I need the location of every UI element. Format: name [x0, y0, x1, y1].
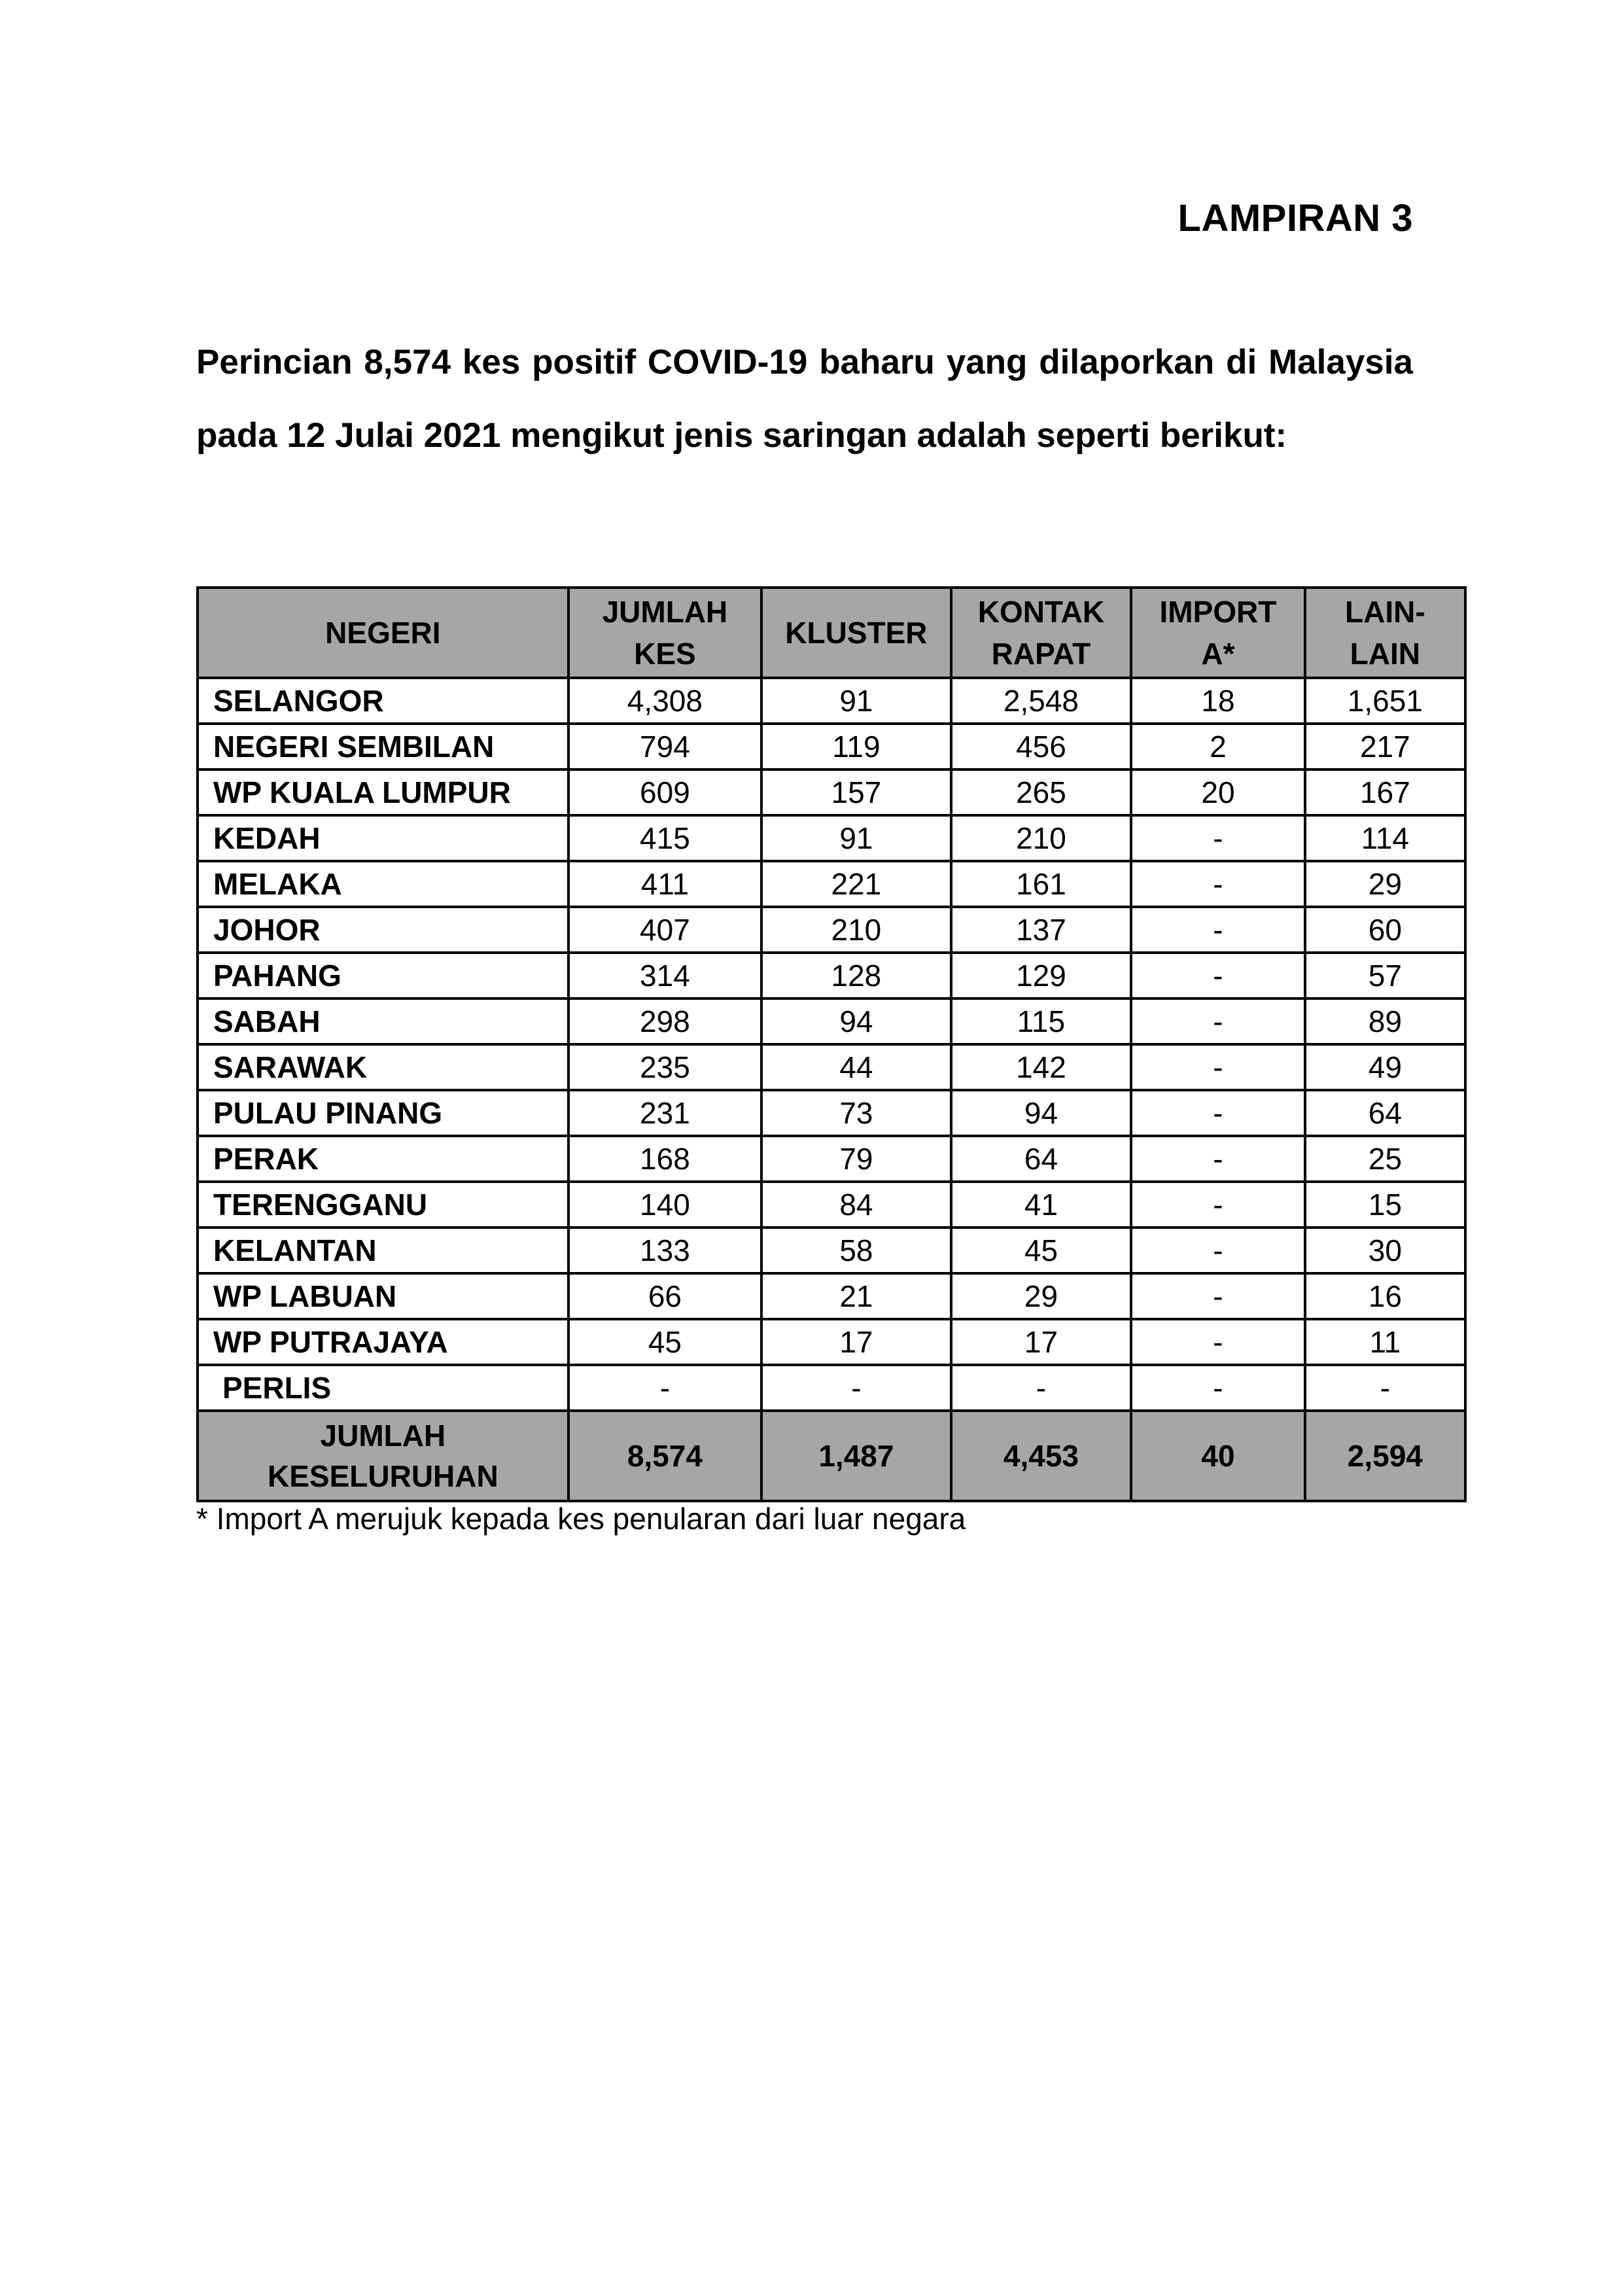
header-kontak-rapat [951, 588, 1132, 678]
cell-import: - [1131, 907, 1304, 953]
cell-kluster: 221 [761, 861, 951, 907]
table-row [198, 1365, 1465, 1411]
total-label-line2: KESELURUHAN [268, 1459, 498, 1493]
cell-kontak: 17 [951, 1319, 1132, 1365]
cell-jumlah: 133 [568, 1227, 761, 1273]
table-row [198, 815, 1465, 861]
cell-kontak: 45 [951, 1227, 1132, 1273]
total-kontak: 4,453 [951, 1411, 1132, 1501]
cases-table [196, 586, 1467, 1502]
cell-import: - [1131, 1319, 1304, 1365]
table-row [198, 1182, 1465, 1227]
cell-negeri: WP KUALA LUMPUR [198, 769, 568, 815]
table-row [198, 861, 1465, 907]
header-lain-lain-line2: LAIN [1350, 637, 1420, 671]
cell-negeri: PAHANG [198, 953, 568, 998]
cell-kontak: 161 [951, 861, 1132, 907]
header-lain-lain [1305, 588, 1465, 678]
cell-kontak: 115 [951, 998, 1132, 1044]
header-jumlah-kes [568, 588, 761, 678]
table-header-row [198, 588, 1465, 678]
cell-import: - [1131, 1044, 1304, 1090]
cell-kluster: 157 [761, 769, 951, 815]
cell-jumlah: 66 [568, 1273, 761, 1319]
cell-kontak: 64 [951, 1136, 1132, 1182]
cell-kontak: 94 [951, 1090, 1132, 1136]
cell-import: 2 [1131, 724, 1304, 769]
cell-kluster: 17 [761, 1319, 951, 1365]
cell-kluster: 119 [761, 724, 951, 769]
cell-lain: 64 [1305, 1090, 1465, 1136]
header-negeri [198, 588, 568, 678]
cell-kluster: 21 [761, 1273, 951, 1319]
cell-kluster: 91 [761, 678, 951, 724]
table-row [198, 1319, 1465, 1365]
cell-lain: 60 [1305, 907, 1465, 953]
table-row [198, 1273, 1465, 1319]
cell-negeri: KELANTAN [198, 1227, 568, 1273]
header-negeri-label: NEGERI [325, 616, 441, 650]
header-lain-lain-line1: LAIN- [1345, 595, 1425, 629]
table-row [198, 1044, 1465, 1090]
header-kontak-rapat-line1: KONTAK [977, 595, 1105, 629]
header-kontak-rapat-line2: RAPAT [991, 637, 1091, 671]
cell-kluster: 91 [761, 815, 951, 861]
cell-kluster: 44 [761, 1044, 951, 1090]
cell-import: - [1131, 1136, 1304, 1182]
cell-jumlah: 407 [568, 907, 761, 953]
cell-kontak: - [951, 1365, 1132, 1411]
appendix-label: LAMPIRAN 3 [1178, 197, 1413, 239]
cell-import: - [1131, 1273, 1304, 1319]
cell-kluster: 79 [761, 1136, 951, 1182]
cell-lain: 16 [1305, 1273, 1465, 1319]
cell-lain: 25 [1305, 1136, 1465, 1182]
total-lain: 2,594 [1305, 1411, 1465, 1501]
cell-jumlah: 4,308 [568, 678, 761, 724]
table-row [198, 1136, 1465, 1182]
cell-import: - [1131, 1227, 1304, 1273]
cell-lain: 1,651 [1305, 678, 1465, 724]
header-import-a [1131, 588, 1304, 678]
cell-kontak: 210 [951, 815, 1132, 861]
cell-negeri: PERLIS [198, 1365, 568, 1411]
cell-lain: - [1305, 1365, 1465, 1411]
cell-import: - [1131, 1365, 1304, 1411]
cell-import: 18 [1131, 678, 1304, 724]
table-row [198, 998, 1465, 1044]
footnote: * Import A merujuk kepada kes penularan dari luar negara [196, 1502, 966, 1536]
cell-import: 20 [1131, 769, 1304, 815]
table-total-row [198, 1411, 1465, 1501]
cell-negeri: NEGERI SEMBILAN [198, 724, 568, 769]
cell-negeri: MELAKA [198, 861, 568, 907]
header-import-a-line1: IMPORT [1159, 595, 1277, 629]
cell-lain: 30 [1305, 1227, 1465, 1273]
cell-jumlah: 140 [568, 1182, 761, 1227]
table-row [198, 769, 1465, 815]
cell-kontak: 137 [951, 907, 1132, 953]
cell-import: - [1131, 1090, 1304, 1136]
total-kluster: 1,487 [761, 1411, 951, 1501]
cell-import: - [1131, 953, 1304, 998]
header-kluster [761, 588, 951, 678]
cell-lain: 29 [1305, 861, 1465, 907]
cell-lain: 57 [1305, 953, 1465, 998]
cell-kluster: 73 [761, 1090, 951, 1136]
cell-jumlah: 298 [568, 998, 761, 1044]
total-label [198, 1411, 568, 1501]
cell-lain: 49 [1305, 1044, 1465, 1090]
cell-import: - [1131, 998, 1304, 1044]
cell-import: - [1131, 861, 1304, 907]
cell-kluster: 84 [761, 1182, 951, 1227]
header-jumlah-kes-line1: JUMLAH [602, 595, 728, 629]
cell-kluster: 58 [761, 1227, 951, 1273]
cell-negeri: SELANGOR [198, 678, 568, 724]
header-jumlah-kes-line2: KES [634, 637, 696, 671]
cell-import: - [1131, 815, 1304, 861]
cell-jumlah: 411 [568, 861, 761, 907]
cell-import: - [1131, 1182, 1304, 1227]
cell-negeri: WP PUTRAJAYA [198, 1319, 568, 1365]
cell-kluster: 94 [761, 998, 951, 1044]
cell-jumlah: 314 [568, 953, 761, 998]
total-import: 40 [1131, 1411, 1304, 1501]
cell-kontak: 41 [951, 1182, 1132, 1227]
cell-kluster: 210 [761, 907, 951, 953]
cell-negeri: JOHOR [198, 907, 568, 953]
table-row [198, 953, 1465, 998]
cell-negeri: WP LABUAN [198, 1273, 568, 1319]
cell-negeri: SABAH [198, 998, 568, 1044]
cell-kluster: 128 [761, 953, 951, 998]
cell-negeri: SARAWAK [198, 1044, 568, 1090]
cell-jumlah: 609 [568, 769, 761, 815]
header-kluster-label: KLUSTER [785, 616, 928, 650]
cell-lain: 89 [1305, 998, 1465, 1044]
cell-lain: 167 [1305, 769, 1465, 815]
cell-lain: 217 [1305, 724, 1465, 769]
cell-negeri: KEDAH [198, 815, 568, 861]
table-row [198, 678, 1465, 724]
table-row [198, 1227, 1465, 1273]
cell-jumlah: 794 [568, 724, 761, 769]
cell-kontak: 265 [951, 769, 1132, 815]
total-jumlah: 8,574 [568, 1411, 761, 1501]
intro-paragraph: Perincian 8,574 kes positif COVID-19 baharu yang dilaporkan di Malaysia pada 12 Julai 2021 mengikut jenis saringan adalah seperti berikut: [196, 343, 1413, 455]
total-label-line1: JUMLAH [320, 1419, 446, 1453]
cell-jumlah: 235 [568, 1044, 761, 1090]
table-row [198, 907, 1465, 953]
cell-kontak: 456 [951, 724, 1132, 769]
cell-kontak: 129 [951, 953, 1132, 998]
cell-lain: 11 [1305, 1319, 1465, 1365]
cell-kontak: 142 [951, 1044, 1132, 1090]
cell-negeri: PERAK [198, 1136, 568, 1182]
cell-jumlah: - [568, 1365, 761, 1411]
cell-kluster: - [761, 1365, 951, 1411]
cell-kontak: 2,548 [951, 678, 1132, 724]
cell-negeri: PULAU PINANG [198, 1090, 568, 1136]
cell-jumlah: 415 [568, 815, 761, 861]
cell-lain: 15 [1305, 1182, 1465, 1227]
cell-kontak: 29 [951, 1273, 1132, 1319]
table-row [198, 724, 1465, 769]
cell-lain: 114 [1305, 815, 1465, 861]
cell-jumlah: 45 [568, 1319, 761, 1365]
cell-jumlah: 231 [568, 1090, 761, 1136]
table-row [198, 1090, 1465, 1136]
cell-negeri: TERENGGANU [198, 1182, 568, 1227]
header-import-a-line2: A* [1201, 637, 1235, 671]
cell-jumlah: 168 [568, 1136, 761, 1182]
